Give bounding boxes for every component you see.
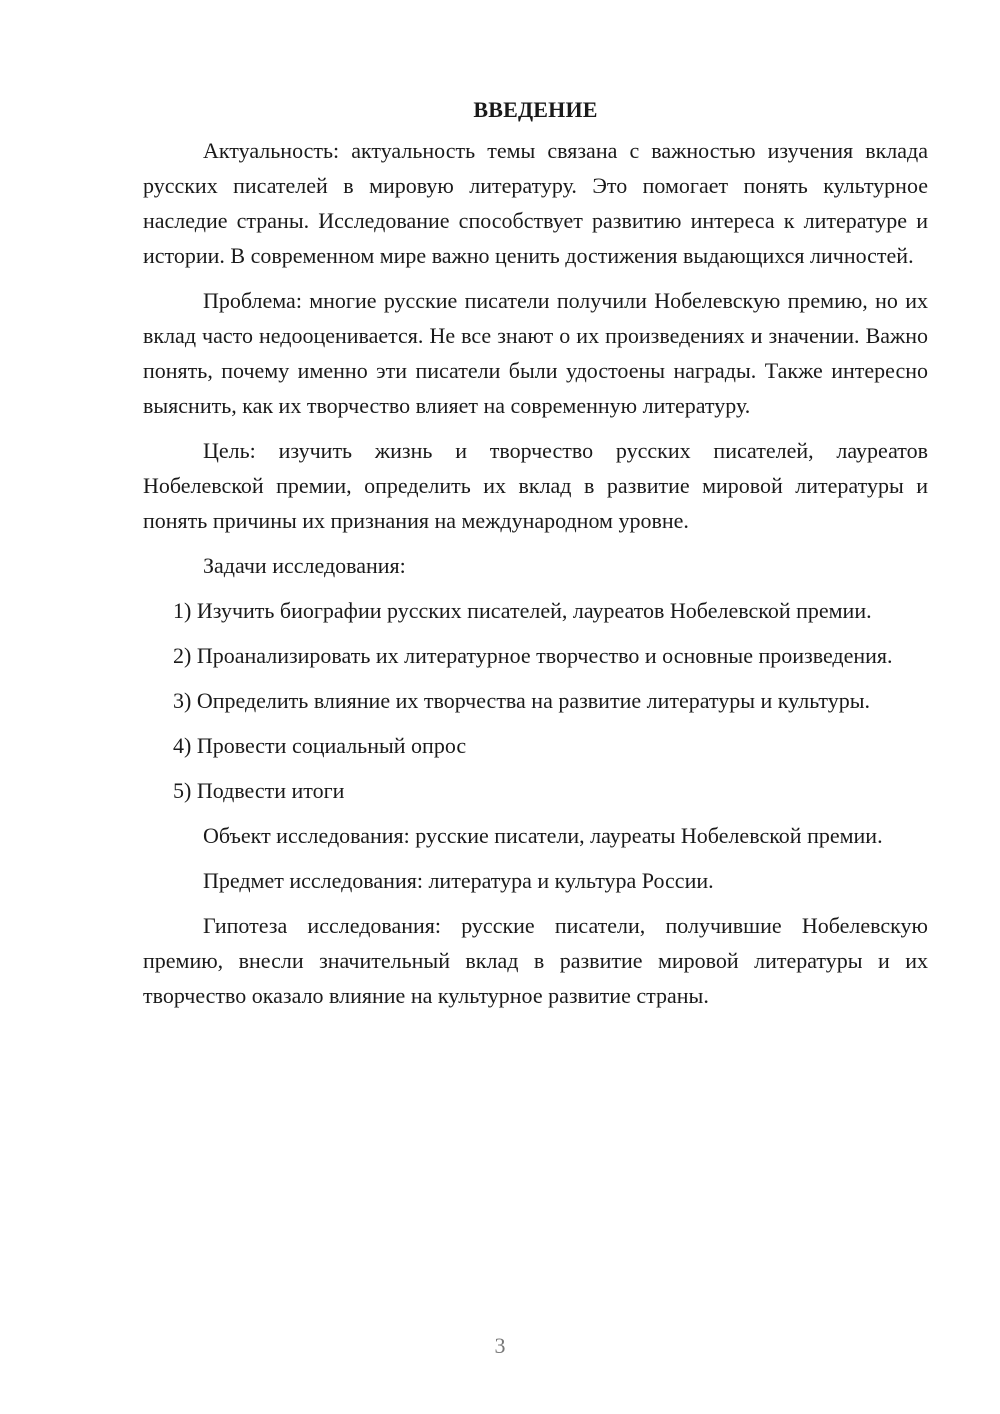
section-title: ВВЕДЕНИЕ: [473, 97, 598, 122]
task-item: 5) Подвести итоги: [173, 778, 345, 803]
relevance-paragraph: Актуальность: актуальность темы связана с важностью изучения вклада русских писателей в мировую литературу. Это помогает понять культурное наследие страны. Исследование способствует развитию интереса к литературе и истории. В современном мире важно ценить достижения выдающихся личностей.: [143, 138, 928, 268]
task-item: 4) Провести социальный опрос: [173, 733, 467, 758]
problem-paragraph: Проблема: многие русские писатели получили Нобелевскую премию, но их вклад часто недооценивается. Не все знают о их произведениях и значении. Важно понять, почему именно эти писатели были удостоены награды. Также интересно выяснить, как их творчество влияет на современную литературу.: [143, 288, 928, 418]
tasks-heading: Задачи исследования:: [203, 553, 406, 578]
subject-paragraph: Предмет исследования: литература и культура России.: [203, 868, 714, 893]
task-item: 2) Проанализировать их литературное творчество и основные произведения.: [173, 643, 893, 668]
hypothesis-paragraph: Гипотеза исследования: русские писатели, получившие Нобелевскую премию, внесли значительный вклад в развитие мировой литературы и их творчество оказало влияние на культурное развитие страны.: [143, 913, 928, 1008]
task-item: 3) Определить влияние их творчества на развитие литературы и культуры.: [173, 688, 870, 713]
tasks-list: [143, 593, 928, 808]
page-content: [143, 92, 928, 1023]
goal-paragraph: Цель: изучить жизнь и творчество русских писателей, лауреатов Нобелевской премии, определить их вклад в развитие мировой литературы и понять причины их признания на международном уровне.: [143, 438, 928, 533]
page-number: 3: [494, 1333, 506, 1358]
object-paragraph: Объект исследования: русские писатели, лауреаты Нобелевской премии.: [203, 823, 883, 848]
task-item: 1) Изучить биографии русских писателей, лауреатов Нобелевской премии.: [173, 598, 872, 623]
